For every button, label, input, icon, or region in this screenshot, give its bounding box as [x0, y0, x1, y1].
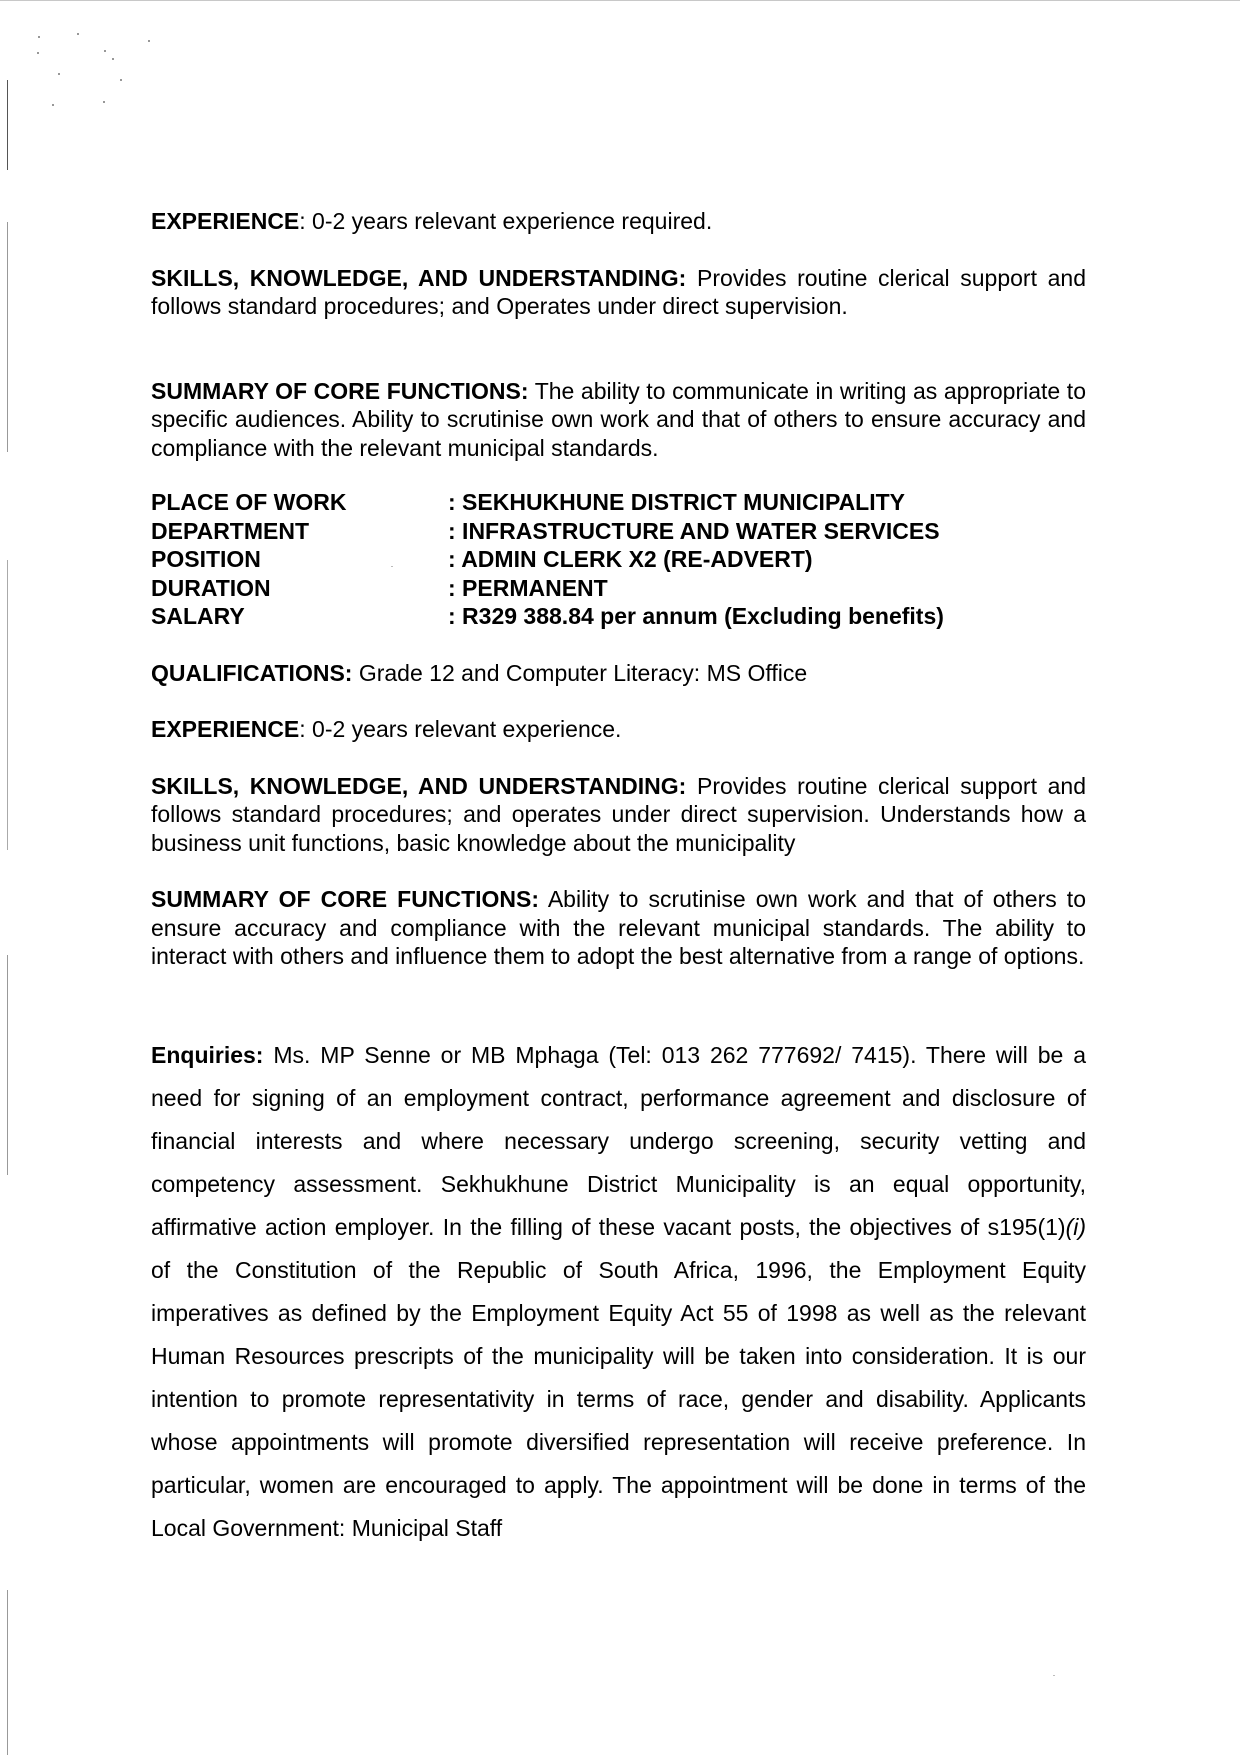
core-functions-paragraph [151, 377, 1086, 463]
scan-speck [104, 50, 106, 52]
detail-row-duration [151, 574, 1086, 603]
skills-paragraph [151, 264, 1086, 321]
core-functions-paragraph-2 [151, 885, 1086, 971]
experience-text: : 0-2 years relevant experience required. [299, 208, 713, 234]
scan-speck [37, 52, 39, 54]
experience-label: EXPERIENCE [151, 208, 300, 234]
detail-key: DEPARTMENT [151, 517, 310, 544]
scan-edge-line [7, 80, 8, 170]
scan-speck [112, 58, 114, 60]
scan-speck [77, 33, 79, 35]
experience-label: EXPERIENCE [151, 716, 300, 742]
skills-text: Provides routine clerical support and follows standard procedures; and Operates under direct supervision. [151, 264, 1086, 319]
detail-value: : INFRASTRUCTURE AND WATER SERVICES [448, 517, 940, 544]
qualifications-text: Grade 12 and Computer Literacy: MS Office [352, 659, 808, 686]
skills-paragraph-2 [151, 772, 1086, 858]
detail-row-salary [151, 602, 1086, 631]
detail-row-position [151, 545, 1086, 574]
detail-key: POSITION [151, 546, 261, 572]
detail-value: : ADMIN CLERK X2 (RE-ADVERT) [448, 546, 813, 572]
detail-key: PLACE OF WORK [151, 489, 347, 515]
page-top-edge [0, 0, 1240, 1]
scan-speck [38, 36, 40, 38]
detail-key: SALARY [151, 603, 245, 629]
skills-label: SKILLS, KNOWLEDGE, AND UNDERSTANDING: [151, 264, 687, 291]
detail-value: : PERMANENT [448, 574, 608, 601]
scan-edge-line [7, 222, 8, 452]
scan-edge-line [7, 955, 8, 1175]
scan-edge-line [7, 560, 8, 850]
scan-speck [52, 104, 54, 106]
enquiries-paragraph [151, 1034, 1086, 1550]
scan-speck [58, 73, 60, 75]
qualifications-label: QUALIFICATIONS: [151, 659, 353, 686]
position-details [151, 488, 1086, 631]
scan-speck [120, 79, 122, 81]
scan-speck [148, 40, 150, 42]
scan-edge-line [7, 1590, 8, 1755]
detail-row-department [151, 517, 1086, 546]
enquiries-text: Ms. MP Senne or MB Mphaga (Tel: 013 262 777692/ 7415). There will be a need for signing of an employment contract, performance agreement and disclosure of financial interests and where necessary undergo screening, security vetting and competency assessment. Sekhukhune District Municipality is an equal opportunity, affirmative action employer. In the filling of these vacant posts, the objectives of s195(1) [151, 1041, 1086, 1240]
enquiries-italic: (i) [1065, 1213, 1086, 1240]
experience-text: : 0-2 years relevant experience. [299, 716, 622, 742]
core-functions-text: Ability to scrutinise own work and that of others to ensure accuracy and compliance with the relevant municipal standards. The ability to interact with others and influence them to adopt the best alternative from a range of options. [151, 886, 1086, 969]
core-functions-text: The ability to communicate in writing as appropriate to specific audiences. Ability to scrutinise own work and that of others to ensure accuracy and compliance with the relevant municipal standards. [151, 377, 1086, 461]
enquiries-label: Enquiries: [151, 1041, 264, 1068]
skills-text: Provides routine clerical support and follows standard procedures; and operates under direct supervision. Understands how a business unit functions, basic knowledge about the municipality [151, 772, 1086, 856]
enquiries-text-continued: of the Constitution of the Republic of South Africa, 1996, the Employment Equity imperatives as defined by the Employment Equity Act 55 of 1998 as well as the relevant Human Resources prescripts of the municipality will be taken into consideration. It is our intention to promote representativity in terms of race, gender and disability. Applicants whose appointments will promote diversified representation will receive preference. In particular, women are encouraged to apply. The appointment will be done in terms of the Local Government: Municipal Staff [151, 1256, 1086, 1541]
experience-paragraph [151, 207, 1086, 236]
skills-label: SKILLS, KNOWLEDGE, AND UNDERSTANDING: [151, 772, 687, 799]
core-functions-label: SUMMARY OF CORE FUNCTIONS: [151, 886, 540, 912]
scan-speck [103, 101, 105, 103]
scan-speck [1053, 1675, 1055, 1676]
detail-value: : SEKHUKHUNE DISTRICT MUNICIPALITY [448, 489, 906, 515]
qualifications-paragraph [151, 659, 1086, 688]
core-functions-label: SUMMARY OF CORE FUNCTIONS: [151, 377, 529, 404]
detail-key: DURATION [151, 574, 271, 601]
experience-paragraph-2 [151, 715, 1086, 744]
detail-row-place-of-work [151, 488, 1086, 517]
document-body [151, 207, 1086, 1550]
detail-value: : R329 388.84 per annum (Excluding benefits) [448, 603, 944, 629]
